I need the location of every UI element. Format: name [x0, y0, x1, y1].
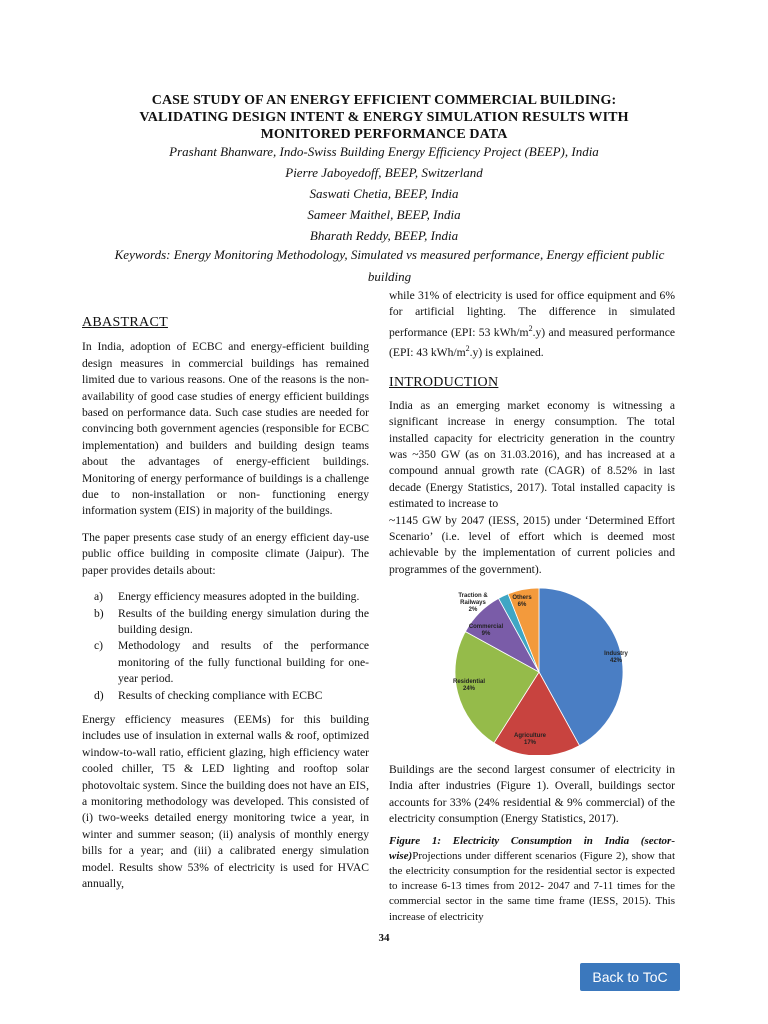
author-line: Prashant Bhanware, Indo-Swiss Building Energy Efficiency Project (BEEP), India	[169, 144, 599, 159]
right-column-lower	[389, 762, 675, 925]
keywords-line: building	[367, 269, 412, 284]
list-item	[82, 606, 369, 639]
pie-category-label: Traction &	[458, 593, 488, 599]
list-text: Results of checking compliance with ECBC	[118, 688, 323, 702]
title-line: VALIDATING DESIGN INTENT & ENERGY SIMULATION RESULTS WITH	[139, 110, 629, 125]
projection-text: Projections under different scenarios (Figure 2), show that the electricity consumption for the residential sector is expected to increase 6-13 times from 2012- 2047 and 7-11 times for the commercial sector in the same time frame (IESS, 2015). This increase of electricity	[389, 849, 675, 923]
electricity-consumption-pie-chart	[416, 585, 676, 755]
pie-percent-label: 17%	[523, 740, 537, 746]
list-text: Energy efficiency measures adopted in the building.	[118, 590, 360, 604]
pie-percent-label: 9%	[481, 631, 491, 637]
author-line: Saswati Chetia, BEEP, India	[309, 186, 459, 201]
pie-percent-label: 2%	[468, 607, 478, 613]
list-label: a)	[94, 590, 104, 604]
abstract-paragraph: In India, adoption of ECBC and energy-efficient building design measures in commercial buildings has remained limited due to various reasons. One of the reasons is the non-availability of good case studies of energy efficient buildings based on performance data. Such case studies are needed for convincing both government agencies (responsible for ECBC implementation) and builders and building design teams about the advantages of energy-efficient buildings. Monitoring of energy performance of buildings is a challenge due to non-installation or non- functioning energy information system (EIS) in majority of the buildings.	[82, 340, 369, 518]
abstract-heading: ABASTRACT	[82, 315, 168, 330]
pie-percent-label: 24%	[462, 686, 476, 692]
list-label: b)	[94, 606, 104, 620]
right-column	[389, 288, 675, 578]
pie-percent-label: 6%	[517, 602, 527, 608]
text-run: .y) is explained.	[469, 345, 544, 359]
back-to-toc-button[interactable]: Back to ToC	[580, 963, 680, 991]
pie-category-label: Residential	[452, 679, 486, 685]
list-item	[82, 638, 369, 687]
pie-category-label: Others	[512, 595, 532, 601]
keywords-line: Keywords: Energy Monitoring Methodology, Simulated vs measured performance, Energy efficient public	[114, 247, 665, 262]
pie-category-label: Commercial	[468, 624, 504, 630]
text-run: .y) and measured performance (EPI: 43 kWh/m	[389, 325, 675, 359]
paper-title	[60, 92, 708, 143]
list-item	[82, 589, 369, 605]
title-line: CASE STUDY OF AN ENERGY EFFICIENT COMMERCIAL BUILDING:	[151, 93, 617, 108]
list-item	[82, 688, 369, 704]
keywords	[82, 244, 697, 288]
details-list	[82, 589, 369, 704]
abstract-paragraph: The paper presents case study of an energy efficient day-use public office building in composite climate (Jaipur). The paper provides details about:	[82, 530, 369, 577]
title-line: MONITORED PERFORMANCE DATA	[260, 127, 508, 142]
abstract-paragraph: Energy efficiency measures (EEMs) for this building includes use of insulation in external walls & roof, optimized window-to-wall ratio, efficient glazing, high efficiency water cooled chiller, T5 & LED lighting and rooftop solar photovoltaic system. Since the building does not have an EIS, a monitoring methodology was developed. This consisted of (i) two-weeks detailed energy monitoring twice a year, in winter and summer season; (ii) analysis of monthly energy bills for a year; and (iii) a calibrated energy simulation model. Results show 53% of electricity is used for HVAC annually,	[82, 712, 369, 890]
list-label: d)	[94, 688, 104, 702]
pie-category-label: Railways	[460, 600, 486, 606]
introduction-heading: INTRODUCTION	[389, 375, 499, 391]
page-number: 34	[378, 932, 390, 944]
figure-caption-paragraph	[389, 834, 675, 925]
author-line: Sameer Maithel, BEEP, India	[307, 207, 461, 222]
pie-slices	[452, 588, 623, 755]
superscript: 2	[465, 344, 470, 354]
buildings-paragraph: Buildings are the second largest consumer of electricity in India after industries (Figure 1). Overall, buildings sector accounts for 33% (24% residential & 9% commercial) of the electricity consumption (Energy Statistics, 2017).	[389, 763, 675, 826]
abstract-continuation	[389, 288, 675, 361]
pie-category-label: Industry	[604, 651, 628, 657]
pie-category-label: Agriculture	[513, 733, 547, 739]
intro-paragraph: ~1145 GW by 2047 (IESS, 2015) under ‘Determined Effort Scenario’ (i.e. level of effort which is deemed most achievable by the implementation of current policies and programmes of the government).	[389, 513, 675, 576]
list-text: Results of the building energy simulation during the building design.	[118, 606, 369, 636]
list-label: c)	[94, 639, 104, 653]
pie-percent-label: 42%	[609, 658, 623, 664]
author-line: Pierre Jaboyedoff, BEEP, Switzerland	[285, 165, 483, 180]
left-column	[82, 315, 369, 892]
author-line: Bharath Reddy, BEEP, India	[309, 228, 459, 243]
text-run: while 31% of electricity is used for office equipment and 6% for artificial lighting. The difference in simulated performance (EPI: 53 kWh/m	[389, 289, 675, 339]
figure-caption: Figure 1: Electricity Consumption in India (sector-wise)	[389, 834, 675, 862]
list-text: Methodology and results of the performance monitoring of the fully functional building for one-year period.	[118, 639, 369, 686]
intro-paragraph: India as an emerging market economy is witnessing a significant increase in energy consumption. The total installed capacity for electricity generation in the country was ~350 GW (as on 31.03.2016), and has increased at a compound annual growth rate (CAGR) of 8.52% in last decade (Energy Statistics, 2017). Total installed capacity is estimated to increase to	[389, 398, 675, 511]
superscript: 2	[528, 323, 533, 333]
